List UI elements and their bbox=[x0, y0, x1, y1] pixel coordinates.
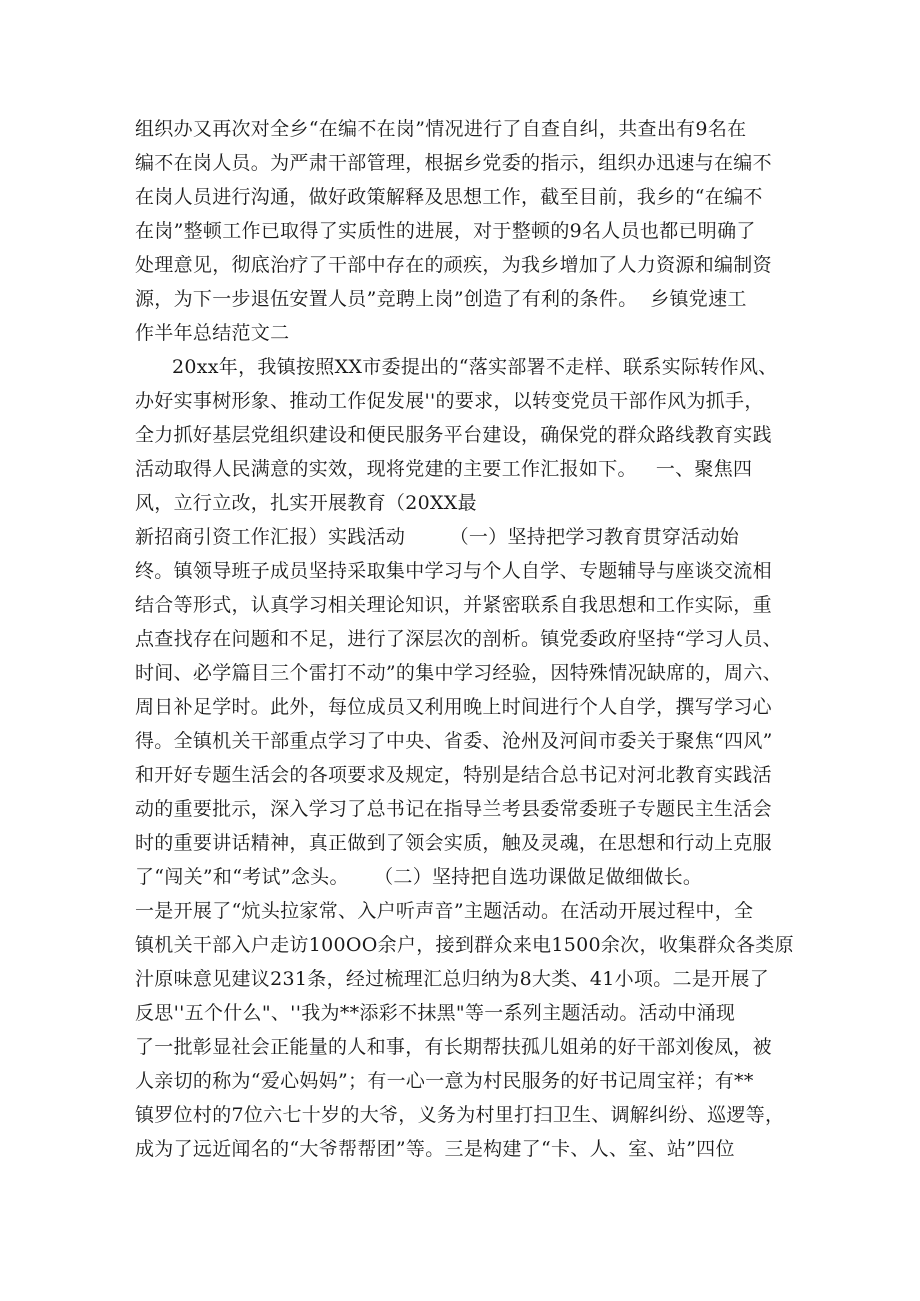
text-line-15: 结合等形式，认真学习相关理论知识，并紧密联系自我思想和工作实际，重 bbox=[135, 594, 772, 616]
text-line-17: 时间、必学篇目三个雷打不动”的集中学习经验，因特殊情况缺席的，周六、 bbox=[135, 662, 782, 684]
text-line-13: 新招商引资工作汇报）实践活动 （一）坚持把学习教育贯穿活动始 bbox=[135, 526, 740, 548]
text-line-16: 点查找存在问题和不足，进行了深层次的剖析。镇党委政府坚持“学习人员、 bbox=[135, 628, 782, 650]
text-line-18: 周日补足学时。此外，每位成员又利用晚上时间进行个人自学，撰写学习心 bbox=[135, 696, 772, 718]
text-line-23: 了“闯关”和“考试”念头。 （二）坚持把自选功课做足做细做长。 bbox=[135, 866, 703, 888]
text-line-20: 和开好专题生活会的各项要求及规定，特别是结合总书记对河北教育实践活 bbox=[135, 764, 772, 786]
text-line-30: 镇罗位村的7位六七十岁的大爷，义务为村里打扫卫生、调解纠纷、巡逻等， bbox=[135, 1104, 785, 1126]
text-line-10: 全力抓好基层党组织建设和便民服务平台建设，确保党的群众路线教育实践 bbox=[135, 424, 772, 446]
text-line-21: 动的重要批示，深入学习了总书记在指导兰考县委常委班子专题民主生活会 bbox=[135, 798, 772, 820]
text-line-7: 作半年总结范文二 bbox=[135, 322, 290, 344]
text-line-3: 在岗人员进行沟通，做好政策解释及思想工作，截至目前，我乡的“在编不 bbox=[135, 186, 763, 208]
text-line-25: 镇机关干部入户走访100OO余户，接到群众来电1500余次，收集群众各类原 bbox=[135, 934, 794, 956]
text-line-26: 汁原味意见建议231条，经过梳理汇总归纳为8大类、41小项。二是开展了 bbox=[135, 968, 770, 990]
text-line-12: 风，立行立改，扎实开展教育（20XX最 bbox=[135, 492, 477, 514]
text-line-14: 终。镇领导班子成员坚持采取集中学习与个人自学、专题辅导与座谈交流相 bbox=[135, 560, 772, 582]
text-line-24: 一是开展了“炕头拉家常、入户听声音”主题活动。在活动开展过程中，全 bbox=[135, 900, 754, 922]
text-line-1: 组织办又再次对全乡“在编不在岗”情况进行了自查自纠，共查出有9名在 bbox=[135, 118, 747, 140]
text-line-4: 在岗”整顿工作已取得了实质性的进展，对于整顿的9名人员也都已明确了 bbox=[135, 220, 756, 242]
text-line-22: 时的重要讲话精神，真正做到了领会实质，触及灵魂，在思想和行动上克服 bbox=[135, 832, 772, 854]
text-line-5: 处理意见，彻底治疗了干部中存在的顽疾，为我乡增加了人力资源和编制资 bbox=[135, 254, 772, 276]
text-line-27: 反思''五个什么"、''我为**添彩不抹黑"等一系列主题活动。活动中涌现 bbox=[135, 1002, 736, 1024]
text-line-8: 20xx年，我镇按照XX市委提出的“落实部署不走样、联系实际转作风、 bbox=[172, 356, 778, 378]
text-line-6: 源，为下一步退伍安置人员”竞聘上岗”创造了有利的条件。 乡镇党速工 bbox=[135, 288, 747, 310]
text-line-19: 得。全镇机关干部重点学习了中央、省委、沧州及河间市委关于聚焦“四风” bbox=[135, 730, 773, 752]
text-line-28: 了一批彰显社会正能量的人和事，有长期帮扶孤儿姐弟的好干部刘俊凤，被 bbox=[135, 1036, 772, 1058]
text-line-9: 办好实事树形象、推动工作促发展''的要求，以转变党员干部作风为抓手， bbox=[135, 390, 764, 412]
text-line-11: 活动取得人民满意的实效，现将党建的主要工作汇报如下。 一、聚焦四 bbox=[135, 458, 753, 480]
text-line-29: 人亲切的称为“爱心妈妈”；有一心一意为村民服务的好书记周宝祥；有** bbox=[135, 1070, 754, 1092]
text-line-31: 成为了远近闻名的“大爷帮帮团”等。三是构建了“卡、人、室、站”四位 bbox=[135, 1138, 735, 1160]
text-line-2: 编不在岗人员。为严肃干部管理，根据乡党委的指示，组织办迅速与在编不 bbox=[135, 152, 772, 174]
